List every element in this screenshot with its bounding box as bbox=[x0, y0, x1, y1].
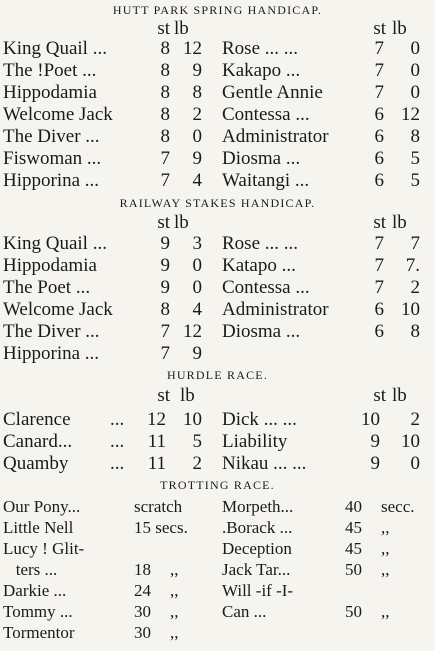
railway-right-entry-name: Katapo ... bbox=[222, 255, 296, 276]
trotting-left-entry-name: Lucy ! Glit- bbox=[3, 539, 85, 558]
hurdle-right-entry-lb: 0 bbox=[410, 453, 420, 474]
trotting-right-entry-value: 45 bbox=[345, 539, 362, 558]
hurdle-right-entry-lb: 2 bbox=[410, 409, 420, 430]
hutt-left-entry-lb: 8 bbox=[192, 82, 202, 103]
hutt-left-entry-st: 8 bbox=[160, 104, 170, 125]
hutt-right-entry-lb: 5 bbox=[410, 148, 420, 169]
hutt-right-entry-st: 6 bbox=[374, 148, 384, 169]
hurdle-left-entry-st: 12 bbox=[147, 409, 166, 430]
hutt-right-entry-name: Contessa ... bbox=[222, 104, 310, 125]
trotting-right-entry-value: 45 bbox=[345, 518, 362, 537]
hurdle-left-entry-name: Canard... bbox=[3, 431, 73, 452]
hutt-left-entry-st: 8 bbox=[160, 82, 170, 103]
hurdle-col-lb-left: lb bbox=[180, 385, 195, 406]
trotting-right-entry-value: 50 bbox=[345, 560, 362, 579]
railway-right-entry-st: 6 bbox=[374, 299, 384, 320]
trotting-right-entry-name: Deception bbox=[222, 539, 292, 558]
trotting-right-entry-name: .Borack ... bbox=[222, 518, 293, 537]
hutt-right-entry-name: Gentle Annie bbox=[222, 82, 323, 103]
hurdle-left-entry-lb: 10 bbox=[183, 409, 202, 430]
railway-col-st-right: st bbox=[373, 212, 386, 233]
railway-left-entry-name: Hipporina ... bbox=[3, 343, 100, 364]
hutt-left-entry-name: Hipporina ... bbox=[3, 170, 100, 191]
hutt-right-entry-st: 6 bbox=[374, 104, 384, 125]
trotting-right-entry-name: Morpeth... bbox=[222, 497, 294, 516]
railway-left-entry-name: The Poet ... bbox=[3, 277, 91, 298]
hutt-left-entry-st: 8 bbox=[160, 38, 170, 59]
trotting-left-entry-name: Tormentor bbox=[3, 623, 75, 642]
hurdle-left-entry-lb: 5 bbox=[192, 431, 202, 452]
railway-left-entry-st: 9 bbox=[160, 233, 170, 254]
railway-col-lb-left: lb bbox=[174, 212, 189, 233]
trotting-left-entry-value: 18 bbox=[134, 560, 151, 579]
trotting-right-entry-unit: ,, bbox=[381, 602, 390, 621]
railway-col-lb-right: lb bbox=[392, 212, 407, 233]
hutt-left-entry-st: 7 bbox=[160, 170, 170, 191]
railway-left-entry-lb: 4 bbox=[192, 299, 202, 320]
hutt-left-entry-st: 8 bbox=[160, 126, 170, 147]
railway-left-entry-lb: 12 bbox=[183, 321, 202, 342]
hutt-right-entry-lb: 0 bbox=[410, 60, 420, 81]
railway-right-entry-lb: 7. bbox=[405, 255, 420, 276]
hurdle-right-entry-name: Liability bbox=[222, 431, 288, 452]
hurdle-left-entry-name: Quamby bbox=[3, 453, 69, 474]
hutt-left-entry-lb: 12 bbox=[183, 38, 202, 59]
hutt-right-entry-st: 7 bbox=[374, 82, 384, 103]
hurdle-right-entry-st: 10 bbox=[361, 409, 380, 430]
trotting-left-entry-name: ters ... bbox=[3, 560, 58, 579]
railway-left-entry-name: The Diver ... bbox=[3, 321, 100, 342]
railway-right-entry-name: Contessa ... bbox=[222, 277, 310, 298]
trotting-left-entry-value: 30 bbox=[134, 623, 151, 642]
railway-left-entry-st: 7 bbox=[160, 321, 170, 342]
hurdle-left-entry-st: 11 bbox=[147, 431, 166, 452]
hutt-col-st-right: st bbox=[373, 18, 386, 39]
hutt-left-entry-st: 8 bbox=[160, 60, 170, 81]
railway-left-entry-lb: 9 bbox=[192, 343, 202, 364]
trotting-right-entry-unit: ,, bbox=[381, 539, 390, 558]
trotting-right-entry-value: 50 bbox=[345, 602, 362, 621]
hurdle-right-entry-lb: 10 bbox=[401, 431, 420, 452]
hurdle-left-entry-lb: 2 bbox=[192, 453, 202, 474]
hutt-right-entry-name: Rose ... ... bbox=[222, 38, 298, 59]
hutt-right-entry-lb: 5 bbox=[410, 170, 420, 191]
hurdle-col-st-left: st bbox=[157, 385, 170, 406]
trotting-left-entry-value: 15 secs. bbox=[134, 518, 188, 537]
hurdle-right-entry-name: Dick ... ... bbox=[222, 409, 297, 430]
trotting-left-entry-name: Tommy ... bbox=[3, 602, 73, 621]
trotting-right-entry-name: Will -if -I- bbox=[222, 581, 294, 600]
hurdle-left-entry-dots: ... bbox=[110, 453, 125, 474]
hutt-left-entry-name: King Quail ... bbox=[3, 38, 107, 59]
trotting-left-entry-value: scratch bbox=[134, 497, 183, 516]
railway-left-entry-st: 9 bbox=[160, 277, 170, 298]
trotting-right-entry-unit: ,, bbox=[381, 560, 390, 579]
hutt-left-entry-lb: 9 bbox=[192, 60, 202, 81]
hurdle-section-title: HURDLE RACE. bbox=[166, 368, 269, 382]
railway-left-entry-st: 9 bbox=[160, 255, 170, 276]
railway-right-entry-lb: 7 bbox=[410, 233, 420, 254]
railway-right-entry-st: 7 bbox=[374, 233, 384, 254]
hutt-left-entry-name: The Diver ... bbox=[3, 126, 100, 147]
trotting-left-entry-value: 30 bbox=[134, 602, 151, 621]
hutt-left-entry-st: 7 bbox=[160, 148, 170, 169]
hutt-section-title: HUTT PARK SPRING HANDICAP. bbox=[112, 3, 323, 17]
trotting-left-entry-name: Little Nell bbox=[3, 518, 74, 537]
hutt-right-entry-st: 7 bbox=[374, 60, 384, 81]
railway-left-entry-st: 7 bbox=[160, 343, 170, 364]
railway-left-entry-lb: 3 bbox=[192, 233, 202, 254]
hutt-left-entry-lb: 0 bbox=[192, 126, 202, 147]
railway-col-st-left: st bbox=[157, 212, 170, 233]
railway-right-entry-lb: 8 bbox=[410, 321, 420, 342]
hutt-col-lb-right: lb bbox=[392, 18, 407, 39]
railway-right-entry-st: 7 bbox=[374, 255, 384, 276]
hutt-left-entry-lb: 9 bbox=[192, 148, 202, 169]
trotting-left-entry-unit: ,, bbox=[170, 602, 179, 621]
trotting-left-entry-unit: ,, bbox=[170, 623, 179, 642]
hutt-left-entry-name: Fiswoman ... bbox=[3, 148, 102, 169]
hutt-right-entry-st: 6 bbox=[374, 170, 384, 191]
hutt-left-entry-lb: 2 bbox=[192, 104, 202, 125]
hutt-right-entry-name: Waitangi ... bbox=[222, 170, 310, 191]
hutt-right-entry-lb: 12 bbox=[401, 104, 420, 125]
railway-left-entry-name: Welcome Jack bbox=[3, 299, 113, 320]
hurdle-left-entry-st: 11 bbox=[147, 453, 166, 474]
hutt-right-entry-name: Administrator bbox=[222, 126, 329, 147]
hurdle-right-entry-st: 9 bbox=[370, 453, 380, 474]
railway-right-entry-name: Rose ... ... bbox=[222, 233, 298, 254]
hutt-col-st-left: st bbox=[157, 18, 170, 39]
railway-right-entry-lb: 2 bbox=[410, 277, 420, 298]
hurdle-right-entry-st: 9 bbox=[370, 431, 380, 452]
hurdle-right-entry-name: Nikau ... ... bbox=[222, 453, 307, 474]
trotting-left-entry-name: Darkie ... bbox=[3, 581, 67, 600]
railway-right-entry-st: 7 bbox=[374, 277, 384, 298]
trotting-left-entry-value: 24 bbox=[134, 581, 151, 600]
hutt-left-entry-name: Welcome Jack bbox=[3, 104, 113, 125]
hurdle-left-entry-dots: ... bbox=[110, 409, 125, 430]
trotting-left-entry-unit: ,, bbox=[170, 560, 179, 579]
railway-right-entry-name: Administrator bbox=[222, 299, 329, 320]
railway-right-entry-lb: 10 bbox=[401, 299, 420, 320]
trotting-right-entry-unit: secc. bbox=[381, 497, 415, 516]
hutt-right-entry-name: Kakapo ... bbox=[222, 60, 301, 81]
railway-right-entry-name: Diosma ... bbox=[222, 321, 301, 342]
railway-left-entry-name: King Quail ... bbox=[3, 233, 107, 254]
hutt-right-entry-lb: 0 bbox=[410, 38, 420, 59]
hurdle-left-entry-name: Clarence bbox=[3, 409, 71, 430]
hutt-right-entry-lb: 8 bbox=[410, 126, 420, 147]
railway-section-title: RAILWAY STAKES HANDICAP. bbox=[119, 196, 316, 210]
railway-left-entry-name: Hippodamia bbox=[3, 255, 97, 276]
railway-left-entry-lb: 0 bbox=[192, 255, 202, 276]
railway-right-entry-st: 6 bbox=[374, 321, 384, 342]
hutt-col-lb-left: lb bbox=[174, 18, 189, 39]
hutt-left-entry-lb: 4 bbox=[192, 170, 202, 191]
hutt-right-entry-lb: 0 bbox=[410, 82, 420, 103]
hurdle-left-entry-dots: ... bbox=[110, 431, 125, 452]
railway-left-entry-lb: 0 bbox=[192, 277, 202, 298]
trotting-right-entry-name: Can ... bbox=[222, 602, 267, 621]
trotting-left-entry-name: Our Pony... bbox=[3, 497, 81, 516]
hutt-right-entry-name: Diosma ... bbox=[222, 148, 301, 169]
hutt-right-entry-st: 6 bbox=[374, 126, 384, 147]
hutt-right-entry-st: 7 bbox=[374, 38, 384, 59]
trotting-right-entry-unit: ,, bbox=[381, 518, 390, 537]
trotting-right-entry-name: Jack Tar... bbox=[222, 560, 291, 579]
trotting-section-title: TROTTING RACE. bbox=[160, 478, 275, 492]
railway-left-entry-st: 8 bbox=[160, 299, 170, 320]
hutt-left-entry-name: Hippodamia bbox=[3, 82, 97, 103]
hutt-left-entry-name: The !Poet ... bbox=[3, 60, 97, 81]
hurdle-col-lb-right: lb bbox=[392, 385, 407, 406]
hurdle-col-st-right: st bbox=[373, 385, 386, 406]
trotting-right-entry-value: 40 bbox=[345, 497, 362, 516]
trotting-left-entry-unit: ,, bbox=[170, 581, 179, 600]
